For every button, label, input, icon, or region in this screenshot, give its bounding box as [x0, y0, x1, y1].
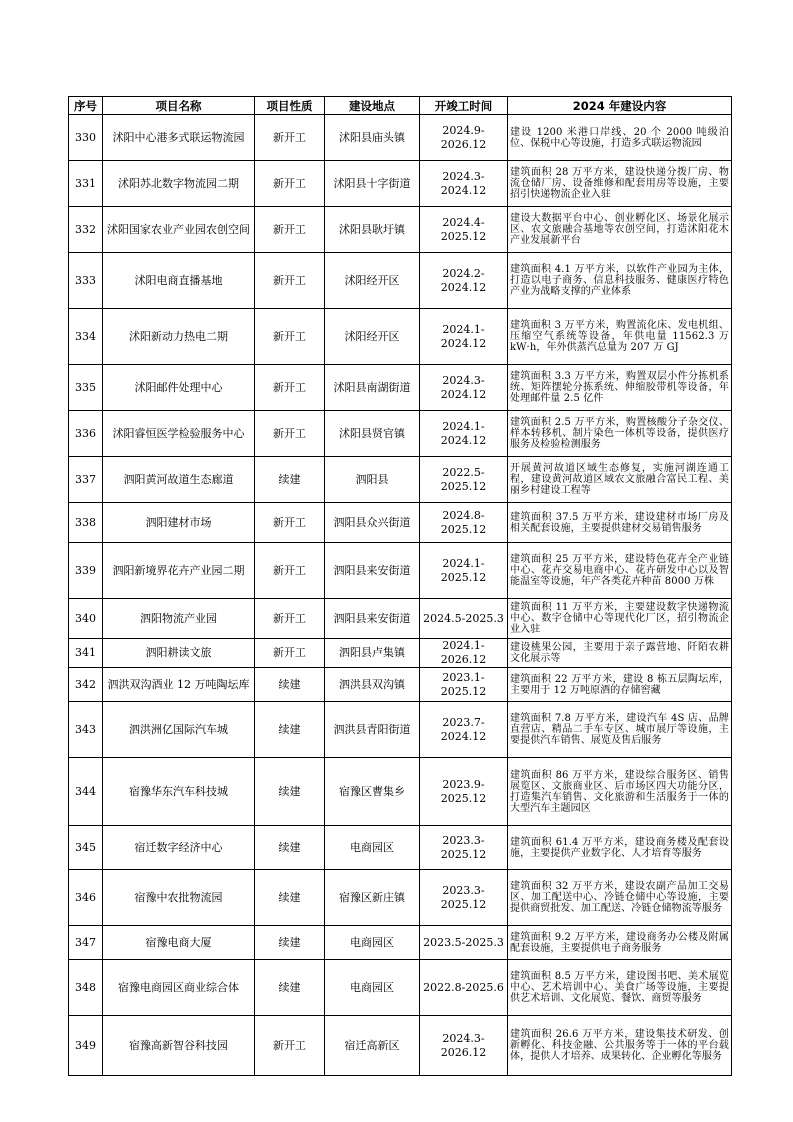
project-location: 泗阳县卢集镇 [325, 639, 420, 668]
project-location: 沭阳经开区 [325, 253, 420, 309]
project-location: 泗阳县 [325, 457, 420, 503]
project-location: 泗洪县双沟镇 [325, 668, 420, 702]
project-content: 建筑面积 61.4 万平方米，建设商务楼及配套设施，主要提供产业数字化、人才培育等服务 [508, 826, 732, 870]
project-location: 沭阳县南湖街道 [325, 365, 420, 411]
table-row [69, 411, 732, 457]
project-content: 建筑面积 4.1 万平方米，以软件产业园为主体，打造以电子商务、信息科技服务、健康医疗特色产业为战略支撑的产业体系 [508, 253, 732, 309]
row-number: 330 [69, 115, 103, 161]
project-content: 建筑面积 25 万平方米，建设特色花卉全产业链中心、花卉交易电商中心、花卉研发中心以及智能温室等设施，年产各类花卉种苗 8000 万株 [508, 543, 732, 599]
table-row [69, 926, 732, 960]
project-period: 2023.9-2025.12 [420, 758, 508, 826]
table-row [69, 758, 732, 826]
project-period: 2023.7-2024.12 [420, 702, 508, 758]
table-row [69, 365, 732, 411]
project-name: 宿豫电商园区商业综合体 [103, 960, 255, 1016]
project-content: 建筑面积 2.5 万平方米，购置核酸分子杂交仪、样本转移机、制片染色一体机等设备，提供医疗服务及检验检测服务 [508, 411, 732, 457]
project-type: 续建 [255, 702, 325, 758]
project-name: 沭阳电商直播基地 [103, 253, 255, 309]
project-type: 新开工 [255, 411, 325, 457]
project-period: 2024.1-2026.12 [420, 639, 508, 668]
project-type: 新开工 [255, 365, 325, 411]
project-period: 2024.1-2024.12 [420, 411, 508, 457]
row-number: 333 [69, 253, 103, 309]
project-content: 建筑面积 22 万平方米，建设 8 栋五层陶坛库，主要用于 12 万吨原酒的存储窖藏 [508, 668, 732, 702]
project-content: 建筑面积 3.3 万平方米，购置双层小件分拣机系统、矩阵摆轮分拣系统、伸缩胶带机等设备，年处理邮件量 2.5 亿件 [508, 365, 732, 411]
row-number: 338 [69, 503, 103, 543]
table-row [69, 599, 732, 639]
project-name: 泗阳建材市场 [103, 503, 255, 543]
project-location: 电商园区 [325, 926, 420, 960]
project-table [68, 96, 732, 1076]
project-period: 2023.3-2025.12 [420, 870, 508, 926]
project-type: 新开工 [255, 543, 325, 599]
project-type: 新开工 [255, 161, 325, 207]
table-row [69, 1016, 732, 1076]
project-type: 新开工 [255, 639, 325, 668]
project-period: 2022.8-2025.6 [420, 960, 508, 1016]
table-row [69, 457, 732, 503]
project-name: 宿豫电商大厦 [103, 926, 255, 960]
row-number: 348 [69, 960, 103, 1016]
header-location: 建设地点 [325, 97, 420, 115]
project-name: 泗洪双沟酒业 12 万吨陶坛库 [103, 668, 255, 702]
project-period: 2023.3-2025.12 [420, 826, 508, 870]
project-name: 沭阳邮件处理中心 [103, 365, 255, 411]
row-number: 347 [69, 926, 103, 960]
row-number: 339 [69, 543, 103, 599]
project-name: 宿豫华东汽车科技城 [103, 758, 255, 826]
project-location: 沭阳县庙头镇 [325, 115, 420, 161]
row-number: 340 [69, 599, 103, 639]
table-row [69, 161, 732, 207]
row-number: 332 [69, 207, 103, 253]
project-period: 2024.9-2026.12 [420, 115, 508, 161]
header-period: 开竣工时间 [420, 97, 508, 115]
project-type: 续建 [255, 457, 325, 503]
project-name: 宿豫中农批物流园 [103, 870, 255, 926]
row-number: 335 [69, 365, 103, 411]
project-content: 建设桃果公园，主要用于亲子露营地、阡陌农耕文化展示等 [508, 639, 732, 668]
table-row [69, 543, 732, 599]
project-name: 宿迁数字经济中心 [103, 826, 255, 870]
row-number: 341 [69, 639, 103, 668]
project-content: 建筑面积 32 万平方米，建设农副产品加工交易区、加工配送中心、冷链仓储中心等设施，主要提供商贸批发、加工配送、冷链仓储物流等服务 [508, 870, 732, 926]
project-period: 2024.1-2024.12 [420, 309, 508, 365]
project-location: 宿豫区曹集乡 [325, 758, 420, 826]
project-period: 2022.5-2025.12 [420, 457, 508, 503]
project-type: 新开工 [255, 599, 325, 639]
project-period: 2024.4-2025.12 [420, 207, 508, 253]
project-period: 2024.1-2025.12 [420, 543, 508, 599]
project-location: 宿豫区新庄镇 [325, 870, 420, 926]
project-period: 2024.5-2025.3 [420, 599, 508, 639]
project-location: 沭阳县贤官镇 [325, 411, 420, 457]
table-header-row [69, 97, 732, 115]
project-name: 泗洪洲亿国际汽车城 [103, 702, 255, 758]
project-location: 沭阳县十字街道 [325, 161, 420, 207]
table-row [69, 115, 732, 161]
table-row [69, 826, 732, 870]
row-number: 336 [69, 411, 103, 457]
project-content: 建设 1200 米港口岸线、20 个 2000 吨级泊位、保税中心等设施，打造多式联运物流园 [508, 115, 732, 161]
row-number: 337 [69, 457, 103, 503]
project-name: 沭阳中心港多式联运物流园 [103, 115, 255, 161]
project-period: 2024.3-2024.12 [420, 365, 508, 411]
project-content: 建筑面积 11 万平方米，主要建设数字快递物流中心、数字仓储中心等现代化厂区，招引物流企业入驻 [508, 599, 732, 639]
project-content: 建筑面积 9.2 万平方米，建设商务办公楼及附属配套设施，主要提供电子商务服务 [508, 926, 732, 960]
project-content: 建筑面积 28 万平方米，建设快递分拨厂房、物流仓储厂房、设备维修和配套用房等设施，主要招引快递物流企业入驻 [508, 161, 732, 207]
project-type: 新开工 [255, 115, 325, 161]
project-name: 泗阳物流产业园 [103, 599, 255, 639]
project-location: 泗阳县来安街道 [325, 599, 420, 639]
project-type: 续建 [255, 960, 325, 1016]
project-type: 续建 [255, 668, 325, 702]
project-content: 建筑面积 8.5 万平方米，建设图书吧、美术展览中心、艺术培训中心、美食广场等设施，主要提供艺术培训、文化展览、餐饮、商贸等服务 [508, 960, 732, 1016]
project-period: 2024.2-2024.12 [420, 253, 508, 309]
project-location: 宿迁高新区 [325, 1016, 420, 1076]
row-number: 346 [69, 870, 103, 926]
project-type: 新开工 [255, 253, 325, 309]
project-location: 泗阳县众兴街道 [325, 503, 420, 543]
project-location: 电商园区 [325, 826, 420, 870]
project-name: 宿豫高新智谷科技园 [103, 1016, 255, 1076]
row-number: 343 [69, 702, 103, 758]
row-number: 349 [69, 1016, 103, 1076]
table-row [69, 668, 732, 702]
row-number: 345 [69, 826, 103, 870]
project-content: 建设大数据平台中心、创业孵化区、场景化展示区、农文旅融合基地等农创空间，打造沭阳花木产业发展新平台 [508, 207, 732, 253]
project-location: 沭阳经开区 [325, 309, 420, 365]
header-content: 2024 年建设内容 [508, 97, 732, 115]
table-row [69, 639, 732, 668]
project-content: 建筑面积 26.6 万平方米，建设集技术研发、创新孵化、科技金融、公共服务等于一体的平台载体，提供人才培养、成果转化、企业孵化等服务 [508, 1016, 732, 1076]
project-name: 沭阳睿恒医学检验服务中心 [103, 411, 255, 457]
project-location: 泗阳县来安街道 [325, 543, 420, 599]
table-row [69, 702, 732, 758]
table-row [69, 503, 732, 543]
project-location: 沭阳县耿圩镇 [325, 207, 420, 253]
project-period: 2023.1-2025.12 [420, 668, 508, 702]
project-period: 2024.3-2026.12 [420, 1016, 508, 1076]
row-number: 334 [69, 309, 103, 365]
row-number: 331 [69, 161, 103, 207]
project-location: 泗洪县青阳街道 [325, 702, 420, 758]
project-period: 2024.3-2024.12 [420, 161, 508, 207]
project-name: 沭阳新动力热电二期 [103, 309, 255, 365]
project-name: 沭阳苏北数字物流园二期 [103, 161, 255, 207]
header-no: 序号 [69, 97, 103, 115]
project-type: 新开工 [255, 207, 325, 253]
row-number: 342 [69, 668, 103, 702]
project-type: 续建 [255, 758, 325, 826]
table-row [69, 309, 732, 365]
project-type: 新开工 [255, 503, 325, 543]
project-name: 泗阳黄河故道生态廊道 [103, 457, 255, 503]
project-type: 新开工 [255, 1016, 325, 1076]
project-period: 2024.8-2025.12 [420, 503, 508, 543]
header-name: 项目名称 [103, 97, 255, 115]
project-name: 泗阳新境界花卉产业园二期 [103, 543, 255, 599]
table-row [69, 253, 732, 309]
project-name: 泗阳耕读文旅 [103, 639, 255, 668]
project-content: 建筑面积 37.5 万平方米，建设建材市场厂房及相关配套设施，主要提供建材交易销售服务 [508, 503, 732, 543]
project-content: 开展黄河故道区域生态修复，实施河湖连通工程，建设黄河故道区域农文旅融合富民工程、美丽乡村建设工程等 [508, 457, 732, 503]
project-content: 建筑面积 86 万平方米，建设综合服务区、销售展览区、文旅商业区、后市场区四大功能分区，打造集汽车销售、文化旅游和生活服务于一体的大型汽车主题园区 [508, 758, 732, 826]
project-content: 建筑面积 7.8 万平方米，建设汽车 4S 店、品牌直营店、精品二手车专区、城市展厅等设施，主要提供汽车销售、展览及售后服务 [508, 702, 732, 758]
project-content: 建筑面积 3 万平方米，购置流化床、发电机组、压缩空气系统等设备，年供电量 11562.3 万 kW·h，年外供蒸汽总量为 207 万 GJ [508, 309, 732, 365]
table-row [69, 207, 732, 253]
header-type: 项目性质 [255, 97, 325, 115]
table-row [69, 870, 732, 926]
project-type: 新开工 [255, 309, 325, 365]
project-period: 2023.5-2025.3 [420, 926, 508, 960]
project-type: 续建 [255, 826, 325, 870]
project-type: 续建 [255, 870, 325, 926]
project-location: 电商园区 [325, 960, 420, 1016]
project-name: 沭阳国家农业产业园农创空间 [103, 207, 255, 253]
row-number: 344 [69, 758, 103, 826]
table-row [69, 960, 732, 1016]
project-type: 续建 [255, 926, 325, 960]
